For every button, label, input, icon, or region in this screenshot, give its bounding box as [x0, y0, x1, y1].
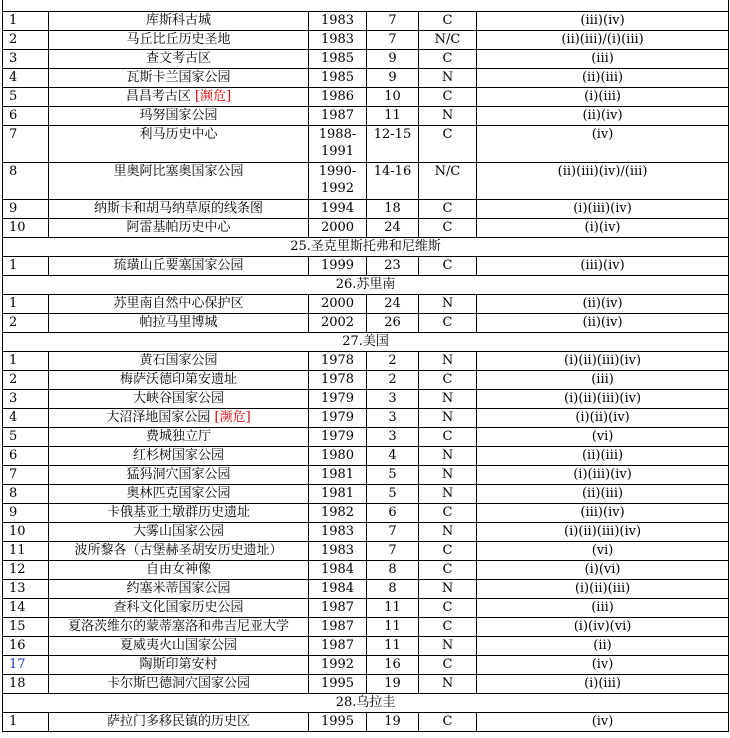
session-cell: 19: [367, 713, 419, 732]
section-header-row: [3, 694, 729, 713]
session-cell: 8: [367, 561, 419, 580]
table-row: [3, 428, 729, 447]
year-cell: 1984: [309, 580, 367, 599]
table-row: [3, 637, 729, 656]
site-name-cell: [49, 447, 309, 466]
row-number-cell: 13: [3, 580, 49, 599]
session-cell: 9: [367, 69, 419, 88]
site-name: 阿雷基帕历史中心: [126, 220, 231, 235]
site-name-cell: [49, 618, 309, 637]
criteria-cell: (i)(iii)(iv): [477, 466, 729, 485]
site-name: 费城独立厅: [145, 429, 211, 444]
year-cell: 1983: [309, 31, 367, 50]
table-row: [3, 675, 729, 694]
session-cell: 8: [367, 580, 419, 599]
type-cell: N: [419, 580, 477, 599]
site-name-cell: [49, 504, 309, 523]
row-number-cell: 3: [3, 50, 49, 69]
site-name: 梅萨沃德印第安遗址: [119, 372, 237, 387]
heritage-table: [2, 0, 729, 732]
site-name: 红杉树国家公园: [132, 448, 224, 463]
criteria-cell: (ii): [477, 637, 729, 656]
section-heading: 26.苏里南: [3, 276, 729, 295]
row-number-cell: 9: [3, 200, 49, 219]
site-name: 奥林匹克国家公园: [126, 486, 231, 501]
site-name: 夏洛茨维尔的蒙蒂塞洛和弗吉尼亚大学: [67, 619, 289, 634]
year-cell: 1990- 1992: [309, 163, 367, 200]
session-cell: 4: [367, 447, 419, 466]
type-cell: N: [419, 107, 477, 126]
row-number-cell: 1: [3, 257, 49, 276]
type-cell: C: [419, 599, 477, 618]
site-name: 纳斯卡和胡马纳草原的线条图: [93, 201, 263, 216]
year-cell: 1983: [309, 542, 367, 561]
criteria-cell: (ii)(iii)(iv)/(iii): [477, 163, 729, 200]
row-number-cell: 10: [3, 523, 49, 542]
table-row: [3, 257, 729, 276]
type-cell: N: [419, 485, 477, 504]
site-name: 昌昌考古区: [125, 89, 191, 104]
session-cell: 2: [367, 371, 419, 390]
site-name-cell: [49, 69, 309, 88]
table-row: [3, 314, 729, 333]
row-number-cell: 6: [3, 107, 49, 126]
year-cell: 1987: [309, 107, 367, 126]
session-cell: 9: [367, 50, 419, 69]
type-cell: C: [419, 656, 477, 675]
site-name: 波所黎各（古堡赫圣胡安历史遗址）: [74, 543, 283, 558]
site-name-cell: [49, 599, 309, 618]
criteria-cell: (i)(iii): [477, 88, 729, 107]
section-header-row: [3, 0, 729, 12]
site-name: 玛努国家公园: [139, 108, 218, 123]
table-row: [3, 523, 729, 542]
site-name: 琉璜山丘要塞国家公园: [113, 258, 244, 273]
year-cell: 1988- 1991: [309, 126, 367, 163]
site-name: 苏里南自然中心保护区: [113, 296, 244, 311]
session-cell: 19: [367, 675, 419, 694]
site-name-cell: [49, 163, 309, 200]
site-name-cell: [49, 12, 309, 31]
session-cell: 3: [367, 409, 419, 428]
year-cell: 1999: [309, 257, 367, 276]
type-cell: C: [419, 219, 477, 238]
criteria-cell: (ii)(iii): [477, 447, 729, 466]
section-heading: [3, 0, 729, 12]
year-cell: 1995: [309, 713, 367, 732]
criteria-cell: (i)(iv): [477, 219, 729, 238]
site-name: 猛犸洞穴国家公园: [126, 467, 231, 482]
year-cell: 1985: [309, 50, 367, 69]
year-cell: 1981: [309, 485, 367, 504]
session-cell: 24: [367, 295, 419, 314]
year-cell: 1987: [309, 599, 367, 618]
row-number-cell: 1: [3, 295, 49, 314]
criteria-cell: (iii)(iv): [477, 504, 729, 523]
row-number-cell: 1: [3, 352, 49, 371]
session-cell: 5: [367, 466, 419, 485]
session-cell: 24: [367, 219, 419, 238]
table-row: [3, 88, 729, 107]
session-cell: 26: [367, 314, 419, 333]
year-cell: 1978: [309, 352, 367, 371]
type-cell: C: [419, 504, 477, 523]
criteria-cell: (i)(ii)(iii)(iv): [477, 352, 729, 371]
site-name: 查科文化国家历史公园: [113, 600, 244, 615]
row-number-cell: 4: [3, 69, 49, 88]
type-cell: N: [419, 523, 477, 542]
row-number-cell: 4: [3, 409, 49, 428]
criteria-cell: (iv): [477, 656, 729, 675]
year-cell: 1987: [309, 618, 367, 637]
site-name-cell: [49, 542, 309, 561]
table-row: [3, 447, 729, 466]
year-cell: 1980: [309, 447, 367, 466]
criteria-cell: (ii)(iii)/(i)(iii): [477, 31, 729, 50]
year-cell: 2002: [309, 314, 367, 333]
type-cell: C: [419, 561, 477, 580]
row-number-cell: 15: [3, 618, 49, 637]
site-name: 利马历史中心: [139, 127, 218, 142]
type-cell: N: [419, 466, 477, 485]
type-cell: N/C: [419, 163, 477, 200]
row-number-cell: 2: [3, 31, 49, 50]
row-number-cell: 17: [3, 656, 49, 675]
type-cell: N: [419, 447, 477, 466]
site-name: 大峡谷国家公园: [132, 391, 224, 406]
site-name: 卡尔斯巴德洞穴国家公园: [106, 676, 250, 691]
table-row: [3, 12, 729, 31]
table-row: [3, 352, 729, 371]
year-cell: 1992: [309, 656, 367, 675]
year-cell: 1984: [309, 561, 367, 580]
criteria-cell: (iii): [477, 599, 729, 618]
year-cell: 1986: [309, 88, 367, 107]
row-number-cell: 7: [3, 466, 49, 485]
session-cell: 16: [367, 656, 419, 675]
table-row: [3, 466, 729, 485]
table-row: [3, 561, 729, 580]
table-row: [3, 542, 729, 561]
session-cell: 5: [367, 485, 419, 504]
site-name-cell: [49, 88, 309, 107]
site-name-cell: [49, 523, 309, 542]
criteria-cell: (i)(ii)(iii)(iv): [477, 523, 729, 542]
row-number-cell: 11: [3, 542, 49, 561]
criteria-cell: (i)(ii)(iii)(iv): [477, 390, 729, 409]
row-number-cell: 1: [3, 713, 49, 732]
criteria-cell: (i)(ii)(iii): [477, 580, 729, 599]
site-name: 自由女神像: [145, 562, 211, 577]
year-cell: 1987: [309, 637, 367, 656]
criteria-cell: (i)(iii)(iv): [477, 200, 729, 219]
criteria-cell: (i)(iii): [477, 675, 729, 694]
year-cell: 2000: [309, 219, 367, 238]
site-name: 约塞米蒂国家公园: [126, 581, 231, 596]
site-name: 查文考古区: [145, 51, 211, 66]
type-cell: C: [419, 88, 477, 107]
criteria-cell: (ii)(iv): [477, 314, 729, 333]
table-row: [3, 107, 729, 126]
site-name: 大雾山国家公园: [132, 524, 224, 539]
session-cell: 6: [367, 504, 419, 523]
session-cell: 11: [367, 637, 419, 656]
row-number-cell: 12: [3, 561, 49, 580]
site-name-cell: [49, 50, 309, 69]
row-number-cell: 2: [3, 371, 49, 390]
row-number-cell: 8: [3, 485, 49, 504]
table-row: [3, 618, 729, 637]
session-cell: 7: [367, 542, 419, 561]
row-number-cell: 18: [3, 675, 49, 694]
type-cell: N: [419, 295, 477, 314]
session-cell: 7: [367, 523, 419, 542]
table-row: [3, 713, 729, 732]
table-row: [3, 200, 729, 219]
table-row: [3, 219, 729, 238]
table-row: [3, 163, 729, 200]
session-cell: 2: [367, 352, 419, 371]
type-cell: N: [419, 352, 477, 371]
site-name-cell: [49, 390, 309, 409]
section-header-row: [3, 238, 729, 257]
year-cell: 1994: [309, 200, 367, 219]
session-cell: 11: [367, 107, 419, 126]
site-name-cell: [49, 428, 309, 447]
section-header-row: [3, 333, 729, 352]
type-cell: C: [419, 257, 477, 276]
session-cell: 10: [367, 88, 419, 107]
row-number-cell: 7: [3, 126, 49, 163]
row-number-cell: 8: [3, 163, 49, 200]
type-cell: N/C: [419, 31, 477, 50]
site-name: 库斯科古城: [145, 13, 211, 28]
site-name-cell: [49, 713, 309, 732]
session-cell: 23: [367, 257, 419, 276]
row-number-cell: 14: [3, 599, 49, 618]
site-name-cell: [49, 314, 309, 333]
table-row: [3, 504, 729, 523]
type-cell: N: [419, 409, 477, 428]
type-cell: N: [419, 390, 477, 409]
section-heading: 28.乌拉圭: [3, 694, 729, 713]
heritage-list-sheet: [2, 0, 729, 732]
criteria-cell: (vi): [477, 542, 729, 561]
site-name-cell: [49, 31, 309, 50]
criteria-cell: (i)(ii)(iv): [477, 409, 729, 428]
criteria-cell: (ii)(iii): [477, 69, 729, 88]
site-name: 瓦斯卡兰国家公园: [126, 70, 231, 85]
type-cell: N: [419, 69, 477, 88]
site-name: 里奥阿比塞奥国家公园: [113, 164, 244, 179]
session-cell: 14-16: [367, 163, 419, 200]
section-header-row: [3, 276, 729, 295]
session-cell: 11: [367, 599, 419, 618]
table-row: [3, 656, 729, 675]
site-name: 大沼泽地国家公园: [106, 410, 211, 425]
type-cell: C: [419, 428, 477, 447]
site-name: 黄石国家公园: [139, 353, 218, 368]
danger-badge: [濒危]: [195, 89, 232, 104]
table-row: [3, 485, 729, 504]
site-name-cell: [49, 126, 309, 163]
row-number-cell: 2: [3, 314, 49, 333]
table-row: [3, 50, 729, 69]
criteria-cell: (i)(vi): [477, 561, 729, 580]
table-row: [3, 371, 729, 390]
site-name-cell: [49, 295, 309, 314]
type-cell: N: [419, 637, 477, 656]
table-row: [3, 31, 729, 50]
section-heading: 27.美国: [3, 333, 729, 352]
year-cell: 1982: [309, 504, 367, 523]
type-cell: C: [419, 12, 477, 31]
session-cell: 3: [367, 390, 419, 409]
session-cell: 12-15: [367, 126, 419, 163]
year-cell: 1978: [309, 371, 367, 390]
year-cell: 1979: [309, 409, 367, 428]
row-number-cell: 9: [3, 504, 49, 523]
session-cell: 11: [367, 618, 419, 637]
site-name-cell: [49, 637, 309, 656]
table-row: [3, 409, 729, 428]
table-row: [3, 126, 729, 163]
criteria-cell: (vi): [477, 428, 729, 447]
site-name: 马丘比丘历史圣地: [126, 32, 231, 47]
site-name-cell: [49, 219, 309, 238]
criteria-cell: (iv): [477, 713, 729, 732]
site-name-cell: [49, 466, 309, 485]
year-cell: 1979: [309, 390, 367, 409]
site-name-cell: [49, 409, 309, 428]
site-name-cell: [49, 485, 309, 504]
type-cell: C: [419, 713, 477, 732]
site-name: 帕拉马里博城: [139, 315, 218, 330]
session-cell: 7: [367, 12, 419, 31]
year-cell: 1985: [309, 69, 367, 88]
year-cell: 1995: [309, 675, 367, 694]
row-number-cell: 5: [3, 428, 49, 447]
site-name-cell: [49, 580, 309, 599]
row-number-cell: 3: [3, 390, 49, 409]
criteria-cell: (iii): [477, 371, 729, 390]
table-row: [3, 599, 729, 618]
site-name-cell: [49, 371, 309, 390]
session-cell: 7: [367, 31, 419, 50]
site-name-cell: [49, 561, 309, 580]
criteria-cell: (ii)(iv): [477, 295, 729, 314]
year-cell: 1983: [309, 12, 367, 31]
type-cell: C: [419, 618, 477, 637]
site-name: 夏威夷火山国家公园: [119, 638, 237, 653]
type-cell: C: [419, 542, 477, 561]
table-row: [3, 390, 729, 409]
section-heading: 25.圣克里斯托弗和尼维斯: [3, 238, 729, 257]
criteria-cell: (i)(iv)(vi): [477, 618, 729, 637]
criteria-cell: (iii)(iv): [477, 12, 729, 31]
type-cell: C: [419, 200, 477, 219]
table-row: [3, 69, 729, 88]
row-number-cell: 5: [3, 88, 49, 107]
year-cell: 2000: [309, 295, 367, 314]
year-cell: 1979: [309, 428, 367, 447]
table-row: [3, 580, 729, 599]
site-name-cell: [49, 257, 309, 276]
row-number-cell: 10: [3, 219, 49, 238]
site-name-cell: [49, 200, 309, 219]
site-name-cell: [49, 107, 309, 126]
heritage-table-body: [3, 0, 729, 732]
site-name: 陶斯印第安村: [139, 657, 218, 672]
type-cell: C: [419, 126, 477, 163]
type-cell: C: [419, 314, 477, 333]
session-cell: 18: [367, 200, 419, 219]
row-number-cell: 6: [3, 447, 49, 466]
danger-badge: [濒危]: [214, 410, 251, 425]
session-cell: 3: [367, 428, 419, 447]
criteria-cell: (ii)(iii): [477, 485, 729, 504]
table-row: [3, 295, 729, 314]
site-name-cell: [49, 352, 309, 371]
row-number-cell: 16: [3, 637, 49, 656]
site-name-cell: [49, 675, 309, 694]
site-name: 萨拉门多移民镇的历史区: [106, 714, 250, 729]
site-name: 卡俄基亚土墩群历史遗址: [106, 505, 250, 520]
criteria-cell: (iv): [477, 126, 729, 163]
criteria-cell: (iii): [477, 50, 729, 69]
row-number-cell: 1: [3, 12, 49, 31]
criteria-cell: (iii)(iv): [477, 257, 729, 276]
criteria-cell: (ii)(iv): [477, 107, 729, 126]
type-cell: N: [419, 675, 477, 694]
year-cell: 1983: [309, 523, 367, 542]
type-cell: C: [419, 50, 477, 69]
site-name-cell: [49, 656, 309, 675]
type-cell: C: [419, 371, 477, 390]
year-cell: 1981: [309, 466, 367, 485]
